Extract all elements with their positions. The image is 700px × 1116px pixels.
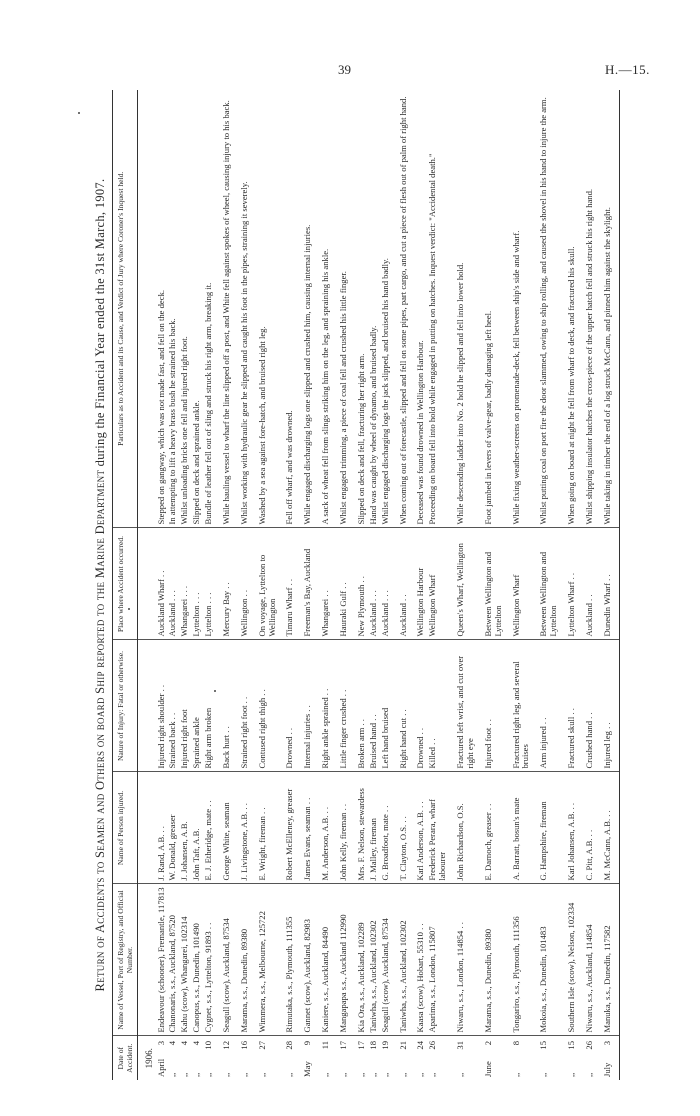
cell-injury: Right ankle sprained . . bbox=[314, 640, 332, 772]
cell-day: 17 bbox=[355, 1041, 366, 1050]
cell-person: E. J. Etheridge, mate . . bbox=[203, 772, 215, 884]
cell-date bbox=[203, 1036, 215, 1080]
cell-particulars: Foot jambed in levers of valve-gear, badly damaging left heel. bbox=[477, 90, 505, 528]
cell-person: J. Malley, fireman bbox=[368, 772, 380, 884]
cell-place: New Plymouth . . bbox=[350, 528, 368, 640]
cell-injury: Left hand bruised bbox=[380, 640, 392, 772]
cell-vessel: Gannet (scow), Auckland, 82983 bbox=[296, 884, 314, 1036]
cell-place: Mercury Bay . . bbox=[215, 528, 233, 640]
cell-vessel: Kaasa (scow), Hobart, 55310 . . bbox=[409, 884, 427, 1036]
cell-date bbox=[380, 1036, 392, 1080]
table-row bbox=[191, 90, 203, 1080]
cell-injury: Fractured right leg, and several bruises bbox=[505, 640, 533, 772]
title-department: Marine Department bbox=[93, 469, 107, 579]
cell-vessel: Niwaru, s.s., Auckland, 114854 bbox=[578, 884, 596, 1036]
cell-particulars: Slipped on deck and sprained ankle. bbox=[191, 90, 203, 528]
table-row bbox=[532, 90, 560, 1080]
cell-particulars: Stepped on gangway, which was not made fast, and fell on the deck. bbox=[156, 90, 168, 528]
col-header-place: Place where Accident occurred. bbox=[113, 528, 138, 640]
cell-month: May bbox=[302, 1061, 313, 1077]
cell-day: 28 bbox=[284, 1041, 295, 1050]
cell-particulars: Slipped on deck and fell, fracturing her right arm. bbox=[350, 90, 368, 528]
cell-vessel: Seagull (scow), Auckland, 87534 bbox=[215, 884, 233, 1036]
cell-day: 19 bbox=[379, 1041, 390, 1050]
table-title bbox=[88, 90, 112, 1080]
cell-place: Dunedin Wharf . . bbox=[596, 528, 619, 640]
cell-date bbox=[350, 1036, 368, 1080]
cell-place: Whangarei . . bbox=[314, 528, 332, 640]
cell-date bbox=[179, 1036, 191, 1080]
cell-vessel: Tongariro, s.s., Plymouth, 111356 bbox=[505, 884, 533, 1036]
cell-vessel: Aparima, s.s., London, 115807 bbox=[427, 884, 449, 1036]
cell-day: 10 bbox=[203, 1041, 214, 1050]
cell-person: A. Barratt, bosun's mate bbox=[505, 772, 533, 884]
cell-day: 17 bbox=[338, 1041, 349, 1050]
cell-person: John Kelly, fireman . . bbox=[332, 772, 350, 884]
cell-injury: Right arm broken bbox=[203, 640, 215, 772]
cell-day: 4 bbox=[179, 1041, 190, 1046]
col-header-injury: Nature of Injury: Fatal or otherwise. bbox=[113, 640, 138, 772]
cell-person: J. Johansen, A.B. bbox=[179, 772, 191, 884]
cell-date bbox=[251, 1036, 279, 1080]
cell-vessel: Canopus, s.s., Dunedin, 101490 bbox=[191, 884, 203, 1036]
cell-person: Frederick Perara, wharf labourer bbox=[427, 772, 449, 884]
cell-month: July bbox=[601, 1062, 612, 1077]
table-row bbox=[215, 90, 233, 1080]
cell-particulars: Hand was caught by wheel of dynamo, and bruised badly. bbox=[368, 90, 380, 528]
cell-person: E. Darnoch, greaser . . bbox=[477, 772, 505, 884]
cell-place: Wellington Harbour bbox=[409, 528, 427, 640]
cell-month: ,, bbox=[510, 1072, 521, 1077]
cell-person: J. Livingstone, A.B. . . bbox=[233, 772, 251, 884]
cell-person: Karl Anderson, A.B. . . bbox=[409, 772, 427, 884]
col-header-particulars: Particulars as to Accident and its Cause, and Verdict of Jury where Coroner's Inquest held. bbox=[113, 90, 138, 528]
cell-month: April bbox=[155, 1058, 166, 1077]
cell-date bbox=[596, 1036, 619, 1080]
cell-day: 18 bbox=[367, 1041, 378, 1050]
cell-place: Whangarei . . . bbox=[179, 528, 191, 640]
cell-injury: Little finger crushed . . bbox=[332, 640, 350, 772]
cell-particulars: Washed by a sea against fore-hatch, and bruised right leg. bbox=[251, 90, 279, 528]
cell-injury: Injured leg . . bbox=[596, 640, 619, 772]
cell-month: ,, bbox=[355, 1072, 366, 1077]
cell-day: 16 bbox=[238, 1041, 249, 1050]
cell-particulars: When going on board at night he fell from wharf to deck, and fractured his skull. bbox=[560, 90, 578, 528]
cell-person: Robert McElleney, greaser bbox=[278, 772, 296, 884]
cell-injury: Bruised hand . . bbox=[368, 640, 380, 772]
cell-month: ,, bbox=[191, 1072, 202, 1077]
cell-particulars: While engaged discharging logs one slipped and crushed him, causing internal injuries. bbox=[296, 90, 314, 528]
cell-person: Karl Johansen, A.B. . . bbox=[560, 772, 578, 884]
cell-month: ,, bbox=[284, 1072, 295, 1077]
cell-place: Hauraki Gulf . . bbox=[332, 528, 350, 640]
cell-month: ,, bbox=[220, 1072, 231, 1077]
title-prefix: Return of Accidents to Seamen and Others on board Ship reported to the bbox=[93, 581, 107, 992]
cell-date bbox=[532, 1036, 560, 1080]
cell-day: 27 bbox=[256, 1041, 267, 1050]
col-header-person: Name of Person injured. bbox=[113, 772, 138, 884]
cell-particulars: Whilst engaged trimming, a piece of coal fell and crushed his little finger. bbox=[332, 90, 350, 528]
table-row bbox=[427, 90, 449, 1080]
cell-particulars: Whilst putting coal on port fire the door slammed, owing to ship rolling, and caused the shovel in his hand to injure the arm. bbox=[532, 90, 560, 528]
cell-particulars: Whilst working with hydraulic gear he slipped and caught his foot in the pipes, straining it severely. bbox=[233, 90, 251, 528]
cell-month: ,, bbox=[538, 1072, 549, 1077]
cell-injury: Internal injuries . . bbox=[296, 640, 314, 772]
cell-particulars: In attempting to lift a heavy brass bush he strained his back. bbox=[167, 90, 179, 528]
table-row bbox=[156, 90, 168, 1080]
cell-person: John Richardson, O.S. bbox=[449, 772, 477, 884]
cell-date bbox=[191, 1036, 203, 1080]
cell-place: Auckland . . . bbox=[167, 528, 179, 640]
cell-place: Lyttelton . . . bbox=[203, 528, 215, 640]
cell-place: Auckland . . bbox=[578, 528, 596, 640]
cell-vessel: Taniwha, s.s., Auckland, 102302 bbox=[392, 884, 410, 1036]
cell-month: ,, bbox=[427, 1072, 438, 1077]
cell-date bbox=[505, 1036, 533, 1080]
cell-particulars: Whilst unloading bricks one fell and injured right foot. bbox=[179, 90, 191, 528]
cell-vessel: Marama, s.s., Dunedin, 89380 bbox=[477, 884, 505, 1036]
table-row bbox=[203, 90, 215, 1080]
table-row bbox=[596, 90, 619, 1080]
cell-person: C. Pitt, A.B. . . bbox=[578, 772, 596, 884]
cell-injury: Sprained ankle bbox=[191, 640, 203, 772]
table-header-row bbox=[113, 90, 138, 1080]
cell-vessel: Rimutaka, s.s., Plymouth, 111355 bbox=[278, 884, 296, 1036]
table-row bbox=[233, 90, 251, 1080]
cell-vessel: Manuka, s.s., Dunedin, 117582 bbox=[596, 884, 619, 1036]
cell-date bbox=[332, 1036, 350, 1080]
cell-date bbox=[167, 1036, 179, 1080]
cell-person: G. Hampshire, fireman bbox=[532, 772, 560, 884]
cell-vessel: Mangapapa s.s., Auckland 112990 bbox=[332, 884, 350, 1036]
table-row bbox=[179, 90, 191, 1080]
cell-injury: Drowned . . bbox=[409, 640, 427, 772]
cell-date bbox=[296, 1036, 314, 1080]
cell-injury: Arm injured . . bbox=[532, 640, 560, 772]
col-header-date: Date of Accident. bbox=[113, 1036, 138, 1080]
document-reference: H.—15. bbox=[605, 62, 650, 77]
table-row bbox=[251, 90, 279, 1080]
cell-place: Auckland . . bbox=[392, 528, 410, 640]
cell-day: 26 bbox=[427, 1041, 438, 1050]
cell-place: Auckland . . . bbox=[368, 528, 380, 640]
cell-vessel: Kia Ora, s.s., Auckland, 102289 bbox=[350, 884, 368, 1036]
cell-place: Lyttelton Wharf . . bbox=[560, 528, 578, 640]
cell-day: 12 bbox=[220, 1041, 231, 1050]
cell-date bbox=[409, 1036, 427, 1080]
cell-particulars: A sack of wheat fell from slings striking him on the leg, and spraining his ankle. bbox=[314, 90, 332, 528]
cell-injury: Contused right thigh . . bbox=[251, 640, 279, 772]
cell-month: ,, bbox=[203, 1072, 214, 1077]
cell-person: George White, seaman bbox=[215, 772, 233, 884]
cell-vessel: Kaniere, s.s., Auckland, 84490 bbox=[314, 884, 332, 1036]
cell-person: W. Donald, greaser bbox=[167, 772, 179, 884]
cell-date bbox=[314, 1036, 332, 1080]
cell-place: Timaru Wharf . . bbox=[278, 528, 296, 640]
cell-vessel: Endeavour (schooner), Fremantle, 117813 bbox=[156, 884, 168, 1036]
cell-particulars: Deceased was found drowned in Wellington Harbour. bbox=[409, 90, 427, 528]
cell-day: 8 bbox=[510, 1041, 521, 1046]
cell-person: T. Clayton, O.S. . . bbox=[392, 772, 410, 884]
cell-vessel: Kahu (scow), Whangarei, 102314 bbox=[179, 884, 191, 1036]
cell-date bbox=[578, 1036, 596, 1080]
cell-month: ,, bbox=[367, 1072, 378, 1077]
cell-place: Wellington . . bbox=[233, 528, 251, 640]
cell-vessel: Chanonaris, s.s., Auckland, 87520 bbox=[167, 884, 179, 1036]
cell-day: 2 bbox=[482, 1041, 493, 1046]
cell-particulars: Proceeding on board fell into hold while engaged in putting on hatches. Inquest verdict: "Accidental death." bbox=[427, 90, 449, 528]
cell-month: ,, bbox=[338, 1072, 349, 1077]
cell-injury: Drowned . . bbox=[278, 640, 296, 772]
cell-month: ,, bbox=[379, 1072, 390, 1077]
cell-particulars: Whilst shipping insulator hatches the cross-piece of the upper hatch fell and struck his right hand. bbox=[578, 90, 596, 528]
cell-day: 11 bbox=[320, 1041, 331, 1050]
cell-particulars: While fixing weather-screens on promenade-deck, fell between ship's side and wharf. bbox=[505, 90, 533, 528]
cell-month: ,, bbox=[455, 1072, 466, 1077]
cell-person: J. Rand, A.B. . . bbox=[156, 772, 168, 884]
accidents-table bbox=[112, 90, 620, 1080]
cell-injury: Fractured left wrist, and cut over right eye bbox=[449, 640, 477, 772]
cell-month: ,, bbox=[566, 1072, 577, 1077]
cell-particulars: Whilst engaged discharging logs the jack slipped, and bruised his hand badly. bbox=[380, 90, 392, 528]
cell-month: ,, bbox=[179, 1072, 190, 1077]
cell-day: 26 bbox=[583, 1041, 594, 1050]
cell-date bbox=[477, 1036, 505, 1080]
cell-day: 24 bbox=[415, 1041, 426, 1050]
table-row bbox=[380, 90, 392, 1080]
cell-injury: Strained back . . bbox=[167, 640, 179, 772]
cell-place: Auckland . . . bbox=[380, 528, 392, 640]
cell-particulars: Bundle of leather fell out of sling and struck his right arm, breaking it. bbox=[203, 90, 215, 528]
table-row bbox=[560, 90, 578, 1080]
table-row bbox=[368, 90, 380, 1080]
cell-place: Wellington Wharf bbox=[427, 528, 449, 640]
cell-injury: Killed . . bbox=[427, 640, 449, 772]
cell-injury: Right hand cut . . bbox=[392, 640, 410, 772]
cell-person: M. McCann, A.B. . . bbox=[596, 772, 619, 884]
cell-injury: Fractured skull . . bbox=[560, 640, 578, 772]
cell-vessel: Mokoia, s.s., Dunedin, 101483 bbox=[532, 884, 560, 1036]
cell-vessel: Taniwha, s.s., Auckland, 102302 bbox=[368, 884, 380, 1036]
cell-injury: Injured foot . . bbox=[477, 640, 505, 772]
table-row bbox=[505, 90, 533, 1080]
cell-day: 3 bbox=[155, 1041, 166, 1046]
table-row bbox=[350, 90, 368, 1080]
cell-day: 15 bbox=[566, 1041, 577, 1050]
table-row bbox=[296, 90, 314, 1080]
cell-injury: Broken arm . . bbox=[350, 640, 368, 772]
cell-day: 31 bbox=[455, 1041, 466, 1050]
col-header-vessel: Name of Vessel, Port of Registry, and Official Number. bbox=[113, 884, 138, 1036]
cell-vessel: Niwaru, s.s., London, 114854 . . bbox=[449, 884, 477, 1036]
cell-vessel: Wimmera, s.s., Melbourne, 125722 bbox=[251, 884, 279, 1036]
cell-day: 15 bbox=[538, 1041, 549, 1050]
cell-injury: Strained right foot . . bbox=[233, 640, 251, 772]
table-row bbox=[332, 90, 350, 1080]
cell-date bbox=[560, 1036, 578, 1080]
cell-date bbox=[156, 1036, 168, 1080]
cell-vessel: Cygnet, s.s., Lyttelton, 91893 . . bbox=[203, 884, 215, 1036]
title-suffix: during the Financial Year ended the 31st March, 1907. bbox=[93, 178, 107, 467]
cell-place: Lyttelton . . . bbox=[191, 528, 203, 640]
cell-vessel: Marama, s.s., Dunedin, 89380 bbox=[233, 884, 251, 1036]
cell-place: Freeman's Bay, Auckland bbox=[296, 528, 314, 640]
cell-day: 4 bbox=[167, 1041, 178, 1046]
cell-month: ,, bbox=[583, 1072, 594, 1077]
year-label: 1906. bbox=[144, 1048, 155, 1069]
year-row bbox=[138, 90, 156, 1080]
cell-month: ,, bbox=[397, 1072, 408, 1077]
cell-particulars: While hauling vessel to wharf the line slipped off a post, and White fell against spokes of wheel, causing injury to his back. bbox=[215, 90, 233, 528]
cell-place: Queen's Wharf, Wellington bbox=[449, 528, 477, 640]
cell-month: ,, bbox=[167, 1072, 178, 1077]
cell-day: 3 bbox=[601, 1041, 612, 1046]
rotated-return-page bbox=[88, 90, 678, 1080]
cell-day: 4 bbox=[191, 1041, 202, 1046]
cell-day: 21 bbox=[397, 1041, 408, 1050]
cell-place: Between Wellington and Lyttelton bbox=[477, 528, 505, 640]
cell-date bbox=[427, 1036, 449, 1080]
cell-place: Between Wellington and Lyttelton bbox=[532, 528, 560, 640]
table-row bbox=[167, 90, 179, 1080]
cell-month: ,, bbox=[320, 1072, 331, 1077]
cell-person: Mrs. F. Nelson, stewardess bbox=[350, 772, 368, 884]
table-row bbox=[449, 90, 477, 1080]
cell-month: ,, bbox=[256, 1072, 267, 1077]
cell-injury: Back hurt . . bbox=[215, 640, 233, 772]
table-row bbox=[409, 90, 427, 1080]
cell-person: E. Wright, fireman . . bbox=[251, 772, 279, 884]
cell-vessel: Seagull (scow), Auckland, 87534 bbox=[380, 884, 392, 1036]
table-row bbox=[392, 90, 410, 1080]
cell-month: ,, bbox=[238, 1072, 249, 1077]
cell-vessel: Southern Isle (scow), Nelson, 102334 bbox=[560, 884, 578, 1036]
cell-place: Wellington Wharf bbox=[505, 528, 533, 640]
cell-place: Auckland Wharf . . bbox=[156, 528, 168, 640]
cell-injury: Crushed hand . . bbox=[578, 640, 596, 772]
cell-day: 9 bbox=[302, 1041, 313, 1046]
cell-injury: Injured right shoulder . . bbox=[156, 640, 168, 772]
cell-person: James Evans, seaman . . bbox=[296, 772, 314, 884]
cell-month: June bbox=[482, 1061, 493, 1077]
table-row bbox=[578, 90, 596, 1080]
cell-place: On voyage, Lyttelton to Wellington bbox=[251, 528, 279, 640]
cell-particulars: While taking in timber the end of a log struck McCann, and pinned him against the skylight. bbox=[596, 90, 619, 528]
cell-particulars: Fell off wharf, and was drowned. bbox=[278, 90, 296, 528]
cell-date bbox=[368, 1036, 380, 1080]
paper-speck bbox=[78, 112, 80, 114]
cell-month: ,, bbox=[415, 1072, 426, 1077]
table-row bbox=[278, 90, 296, 1080]
page-number: 39 bbox=[338, 62, 351, 77]
cell-person: M. Anderson, A.B. . . bbox=[314, 772, 332, 884]
cell-person: John Taft, A.B. bbox=[191, 772, 203, 884]
cell-person: G. Broadfoot, mate . . bbox=[380, 772, 392, 884]
cell-injury: Injured right foot bbox=[179, 640, 191, 772]
cell-date bbox=[449, 1036, 477, 1080]
cell-date bbox=[215, 1036, 233, 1080]
cell-date bbox=[233, 1036, 251, 1080]
cell-date bbox=[392, 1036, 410, 1080]
table-row bbox=[477, 90, 505, 1080]
cell-date bbox=[278, 1036, 296, 1080]
table-row bbox=[314, 90, 332, 1080]
cell-particulars: When coming out of forecastle, slipped and fell on some pipes, part cargo, and cut a piece of flesh out of palm of right hand. bbox=[392, 90, 410, 528]
cell-particulars: While descending ladder into No. 2 hold he slipped and fell into lower hold. bbox=[449, 90, 477, 528]
